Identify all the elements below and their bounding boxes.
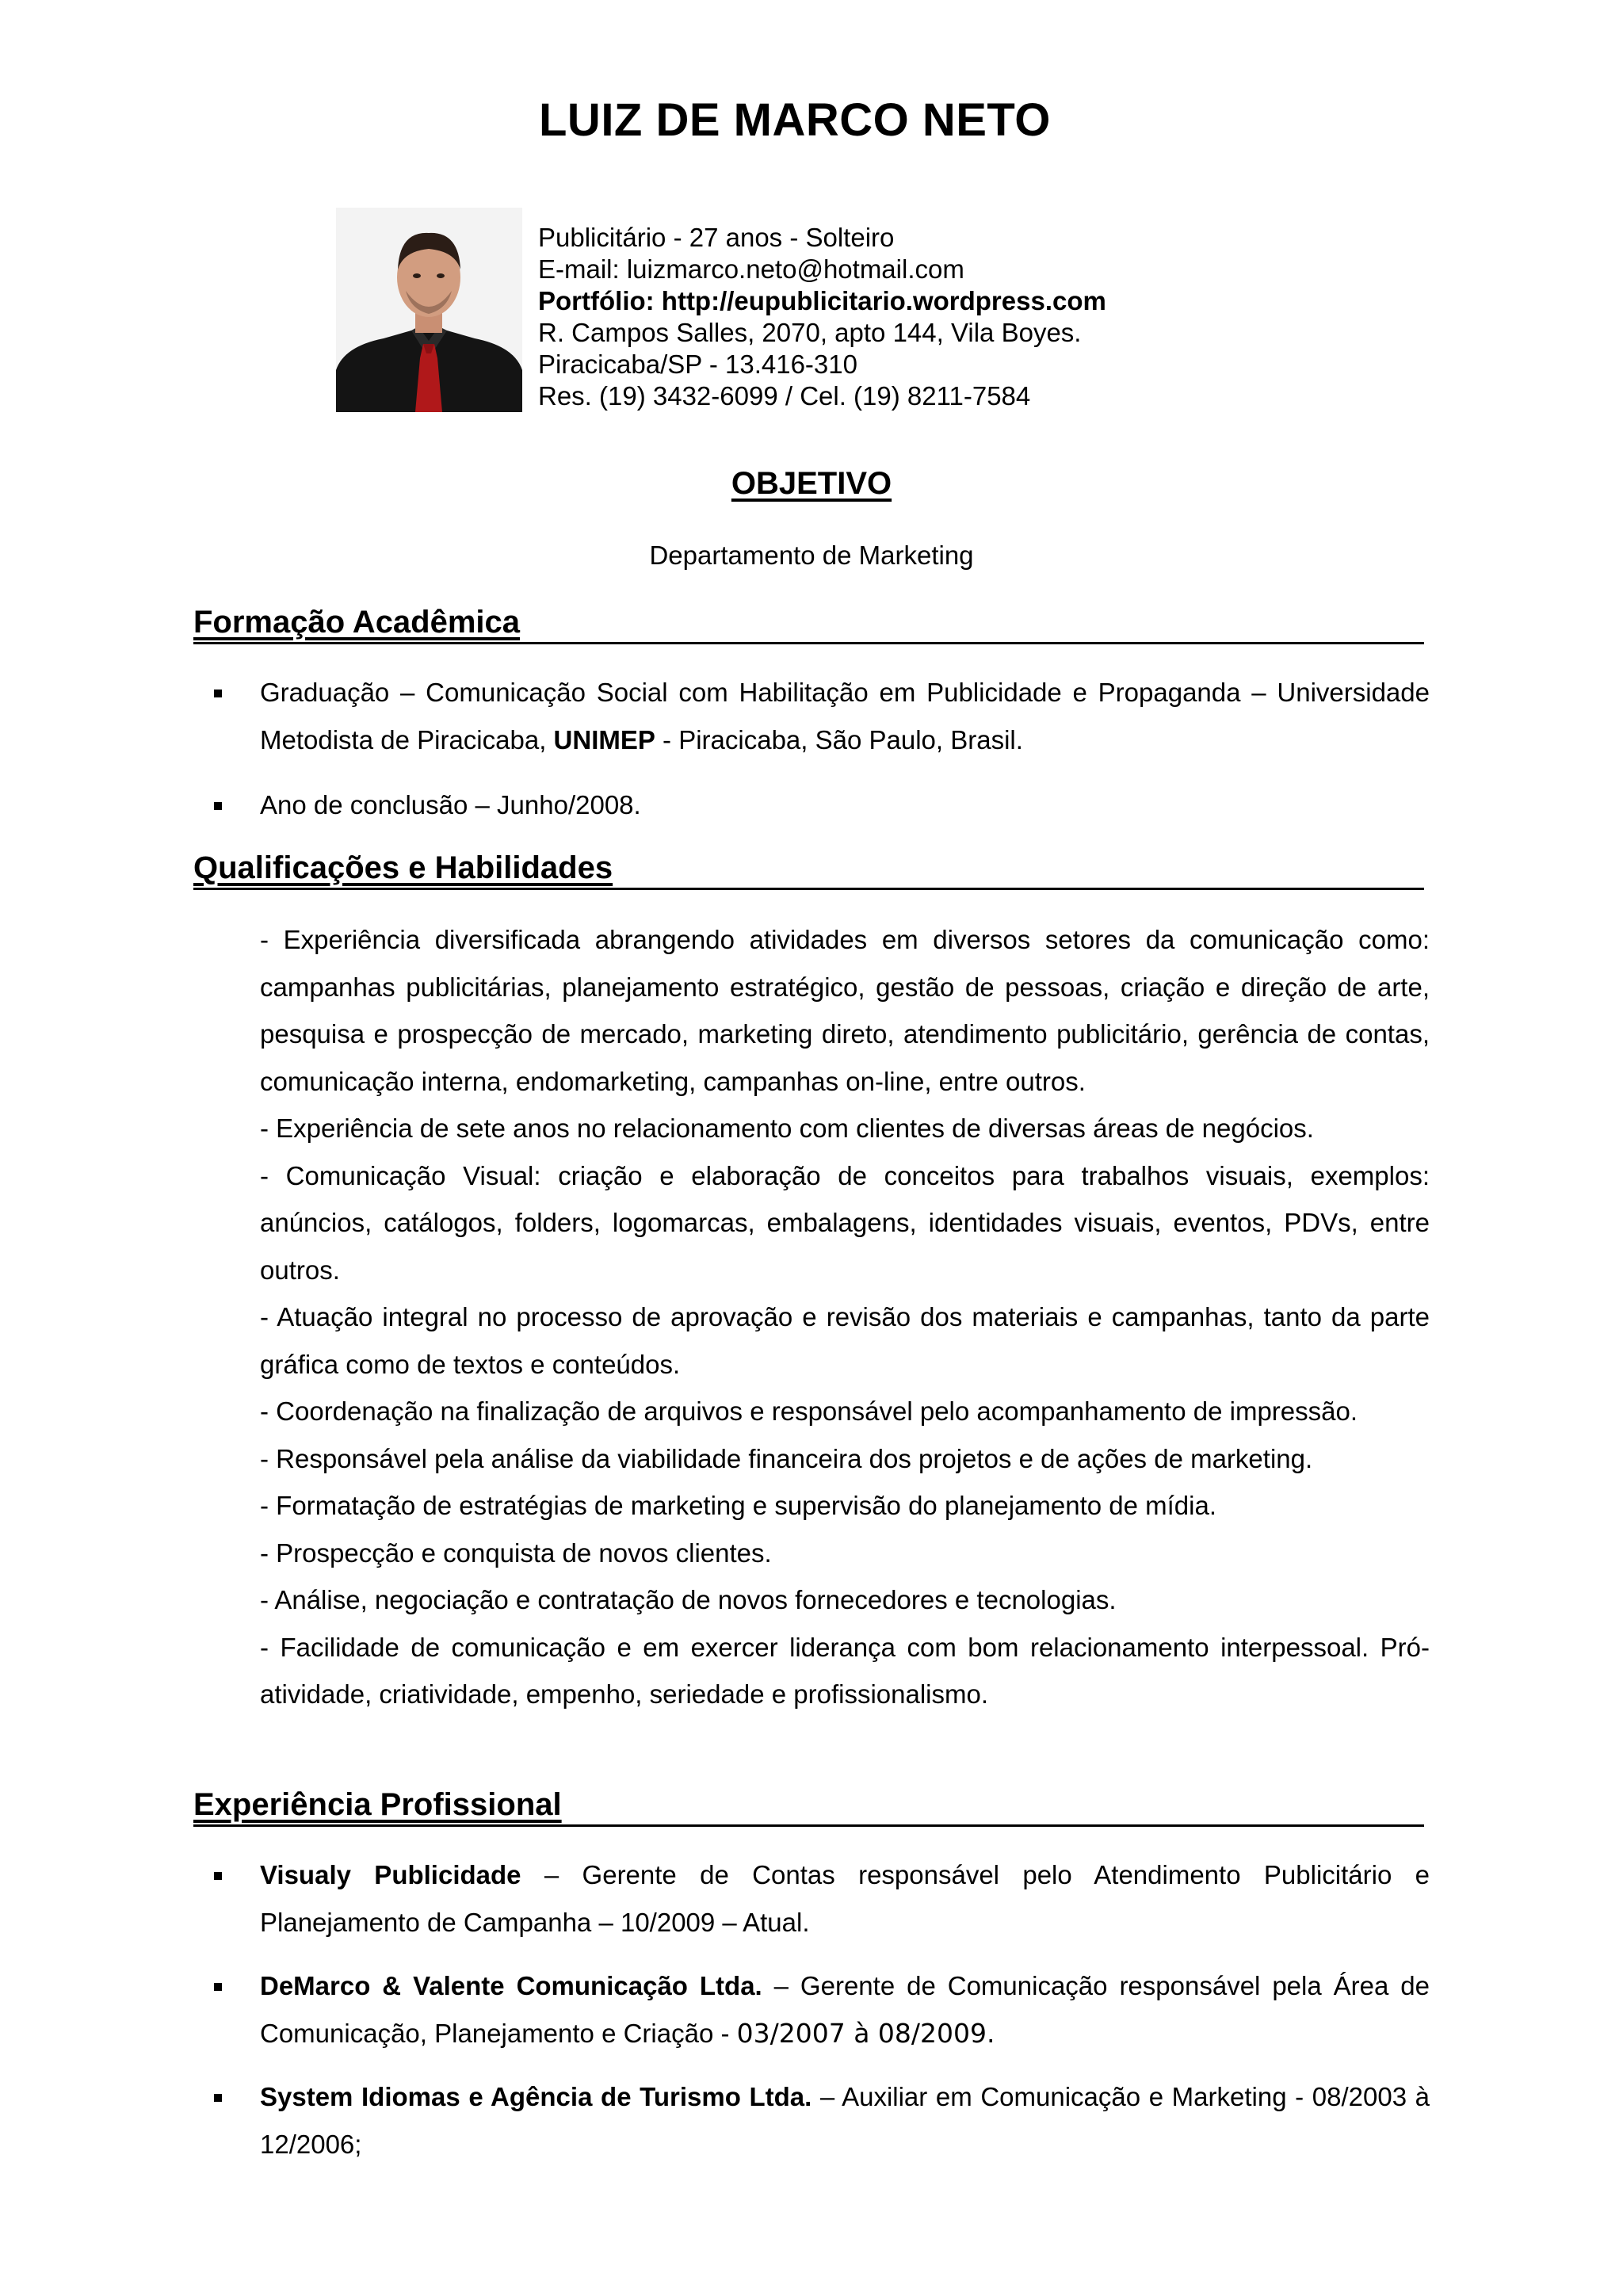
job-company: System Idiomas e Agência de Turismo Ltda. — [260, 2082, 812, 2111]
skill-paragraph: - Experiência diversificada abrangendo atividades em diversos setores da comunicação como: campanhas publicitárias, planejamento estratégico, gestão de pessoas, criação e direção de arte, pesquisa e prospecção de mercado, marketing direto, atendimento publicitário, gerência de contas, comunicação interna, endomarketing, campanhas on-line, entre outros. — [260, 925, 1430, 1096]
contact-block — [538, 222, 1106, 412]
list-item — [260, 2073, 1430, 2168]
list-item — [260, 669, 1430, 764]
skill-paragraph: - Facilidade de comunicação e em exercer liderança com bom relacionamento interpessoal. Pró-atividade, criatividade, empenho, seriedade e profissionalismo. — [260, 1632, 1430, 1709]
list-item — [260, 781, 1430, 829]
person-photo-icon — [336, 208, 522, 412]
skill-paragraph: - Experiência de sete anos no relacionamento com clientes de diversas áreas de negócios. — [260, 1114, 1314, 1143]
skill-paragraph: - Prospecção e conquista de novos clientes. — [260, 1538, 772, 1568]
skill-paragraph: - Formatação de estratégias de marketing e supervisão do planejamento de mídia. — [260, 1491, 1216, 1520]
contact-phones: Res. (19) 3432-6099 / Cel. (19) 8211-7584 — [538, 381, 1031, 411]
list-item — [260, 1962, 1430, 2057]
job-description: – Gerente de Comunicação responsável pela Área de Comunicação, Planejamento e Criação - — [260, 1971, 1430, 2048]
contact-address: R. Campos Salles, 2070, apto 144, Vila Boyes. — [538, 318, 1082, 347]
skill-paragraph: - Análise, negociação e contratação de novos fornecedores e tecnologias. — [260, 1585, 1117, 1614]
education-item-location: - Piracicaba, São Paulo, Brasil. — [655, 725, 1023, 755]
job-description: – Auxiliar em Comunicação e Marketing - 08/2003 à 12/2006; — [260, 2082, 1430, 2159]
experience-title-text: Experiência Profissional — [193, 1787, 562, 1822]
education-list — [260, 669, 1430, 829]
job-company: DeMarco & Valente Comunicação Ltda. — [260, 1971, 762, 2000]
education-item-institution: UNIMEP — [553, 725, 655, 755]
experience-list — [260, 1851, 1430, 2168]
skill-paragraph: - Coordenação na finalização de arquivos e responsável pelo acompanhamento de impressão. — [260, 1396, 1358, 1426]
job-description: – Gerente de Contas responsável pelo Atendimento Publicitário e Planejamento de Campanha – 10/2009 – Atual. — [260, 1860, 1430, 1937]
skill-paragraph: - Atuação integral no processo de aprovação e revisão dos materiais e campanhas, tanto da parte gráfica como de textos e conteúdos. — [260, 1302, 1430, 1379]
list-item — [260, 1851, 1430, 1946]
skills-title-text: Qualificações e Habilidades — [193, 850, 613, 885]
job-dates: 03/2007 à 08/2009. — [736, 2018, 995, 2049]
objective-title: OBJETIVO — [731, 466, 892, 501]
skills-list — [260, 916, 1430, 1718]
contact-profile: Publicitário - 27 anos - Solteiro — [538, 223, 895, 252]
skills-section-title — [193, 850, 1424, 890]
education-item-conclusion: Ano de conclusão – Junho/2008. — [260, 790, 641, 819]
candidate-name: LUIZ DE MARCO NETO — [539, 94, 1051, 146]
job-company: Visualy Publicidade — [260, 1860, 521, 1889]
contact-portfolio[interactable]: Portfólio: http://eupublicitario.wordpress.com — [538, 286, 1106, 315]
education-section-title — [193, 604, 1424, 644]
skill-paragraph: - Responsável pela análise da viabilidade financeira dos projetos e de ações de marketing. — [260, 1443, 1313, 1473]
profile-photo — [336, 208, 522, 412]
experience-section-title — [193, 1786, 1424, 1827]
education-title-text: Formação Acadêmica — [193, 605, 521, 640]
education-item-text: Graduação – Comunicação Social com Habilitação em Publicidade e Propaganda – Universidade Metodista de Piracicaba, — [260, 678, 1430, 755]
skill-paragraph: - Comunicação Visual: criação e elaboração de conceitos para trabalhos visuais, exemplos: anúncios, catálogos, folders, logomarcas, embalagens, identidades visuais, eventos, PDVs, entre outros. — [260, 1160, 1430, 1285]
contact-city: Piracicaba/SP - 13.416-310 — [538, 350, 857, 379]
objective-text: Departamento de Marketing — [649, 541, 974, 570]
contact-email[interactable]: E-mail: luizmarco.neto@hotmail.com — [538, 254, 964, 284]
